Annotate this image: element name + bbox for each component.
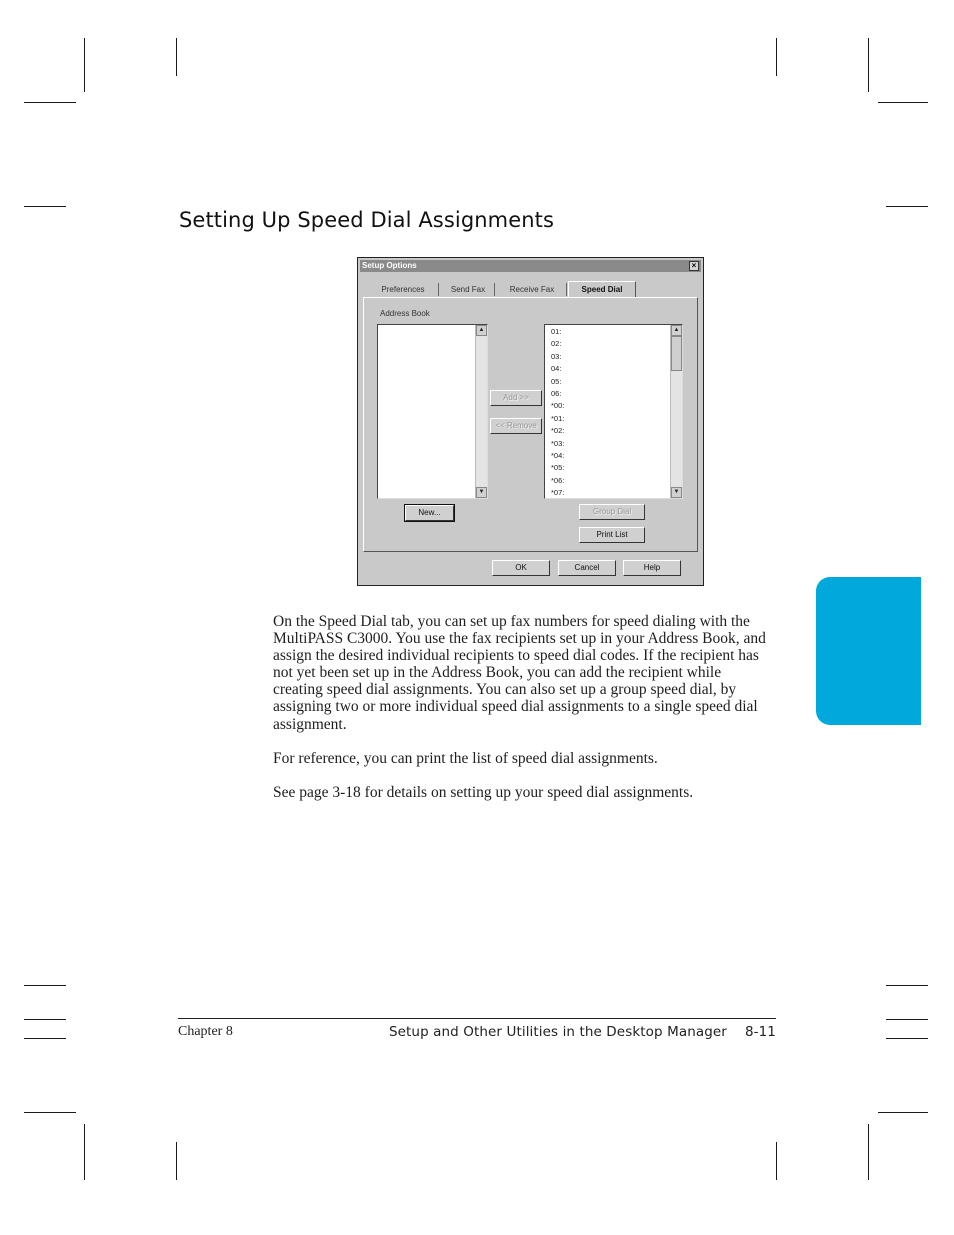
crop-mark (868, 38, 869, 92)
close-icon[interactable]: × (689, 261, 699, 271)
chapter-thumb-tab (816, 577, 921, 725)
crop-mark (24, 1038, 66, 1039)
help-button[interactable]: Help (623, 560, 681, 576)
add-button[interactable]: Add >> (490, 390, 542, 406)
crop-mark (24, 206, 66, 207)
address-book-scrollbar[interactable] (475, 325, 487, 498)
new-button[interactable]: New... (405, 505, 454, 521)
list-item[interactable]: *05: (551, 463, 565, 473)
crop-mark (868, 1124, 869, 1180)
crop-mark (24, 1019, 66, 1020)
list-item[interactable]: *07: (551, 488, 565, 498)
tab-strip (366, 281, 696, 297)
crop-mark (886, 1038, 928, 1039)
crop-mark (24, 985, 66, 986)
reference-paragraph: For reference, you can print the list of speed dial assignments. (273, 750, 658, 767)
speed-dial-scrollbar[interactable] (670, 325, 682, 498)
crop-mark (878, 102, 928, 103)
group-dial-button[interactable]: Group Dial (579, 504, 645, 520)
list-item[interactable]: 02: (551, 339, 562, 349)
list-item[interactable]: *04: (551, 450, 565, 460)
scroll-up-icon[interactable]: ▲ (671, 325, 682, 336)
list-item[interactable]: *03: (551, 438, 565, 448)
page-number: 8-11 (744, 1024, 776, 1040)
scroll-down-icon[interactable]: ▼ (476, 487, 487, 498)
ok-button[interactable]: OK (492, 560, 550, 576)
list-item[interactable]: 03: (551, 351, 562, 361)
cancel-button[interactable]: Cancel (558, 560, 616, 576)
list-item[interactable]: *01: (551, 413, 565, 423)
crop-mark (886, 985, 928, 986)
speed-dial-codes (545, 325, 682, 499)
crop-mark (24, 1112, 76, 1113)
crop-mark (84, 38, 85, 92)
list-item[interactable]: *02: (551, 426, 565, 436)
page-heading: Setting Up Speed Dial Assignments (179, 208, 555, 232)
footer-rule (178, 1018, 776, 1019)
intro-paragraph: On the Speed Dial tab, you can set up fax numbers for speed dialing with the MultiPASS C3000. You use the fax recipients set up in your Address Book, and assign the desired individual recipients to speed dial codes. If the recipient has not yet been set up in the Address Book, you can add the recipient while creating speed dial assignments. You can also set up a group speed dial, by assigning two or more individual speed dial assignments to a single speed dial assignment. (273, 613, 766, 733)
scroll-down-icon[interactable]: ▼ (671, 487, 682, 498)
see-page-paragraph: See page 3-18 for details on setting up your speed dial assignments. (273, 784, 694, 801)
crop-mark (886, 206, 928, 207)
crop-mark (886, 1019, 928, 1020)
scroll-up-icon[interactable]: ▲ (476, 325, 487, 336)
crop-mark (878, 1112, 928, 1113)
tab-receive-fax[interactable]: Receive Fax (498, 283, 567, 296)
dialog-title: Setup Options (362, 261, 417, 270)
list-item[interactable]: 06: (551, 388, 562, 398)
list-item[interactable]: *06: (551, 475, 565, 485)
tab-preferences[interactable]: Preferences (368, 283, 439, 296)
print-list-button[interactable]: Print List (579, 527, 645, 543)
crop-mark (84, 1124, 85, 1180)
tab-send-fax[interactable]: Send Fax (442, 283, 495, 296)
remove-button[interactable]: << Remove (490, 418, 542, 434)
footer-chapter: Chapter 8 (178, 1024, 233, 1039)
address-book-list[interactable] (377, 324, 488, 499)
crop-mark (24, 102, 76, 103)
crop-mark (776, 38, 777, 76)
address-book-label: Address Book (380, 309, 430, 318)
speed-dial-list[interactable] (544, 324, 683, 499)
tab-speed-dial[interactable]: Speed Dial (568, 281, 636, 298)
dialog-titlebar (360, 260, 701, 272)
list-item[interactable]: 05: (551, 376, 562, 386)
crop-mark (176, 38, 177, 76)
list-item[interactable]: 01: (551, 327, 562, 336)
crop-mark (176, 1142, 177, 1180)
crop-mark (776, 1142, 777, 1180)
list-item[interactable]: *00: (551, 401, 565, 411)
setup-options-dialog (357, 257, 704, 586)
list-item[interactable]: 04: (551, 364, 562, 374)
footer-section-title: Setup and Other Utilities in the Desktop Manager (388, 1024, 727, 1040)
scroll-thumb[interactable] (671, 336, 682, 371)
footer-section (389, 1024, 776, 1040)
